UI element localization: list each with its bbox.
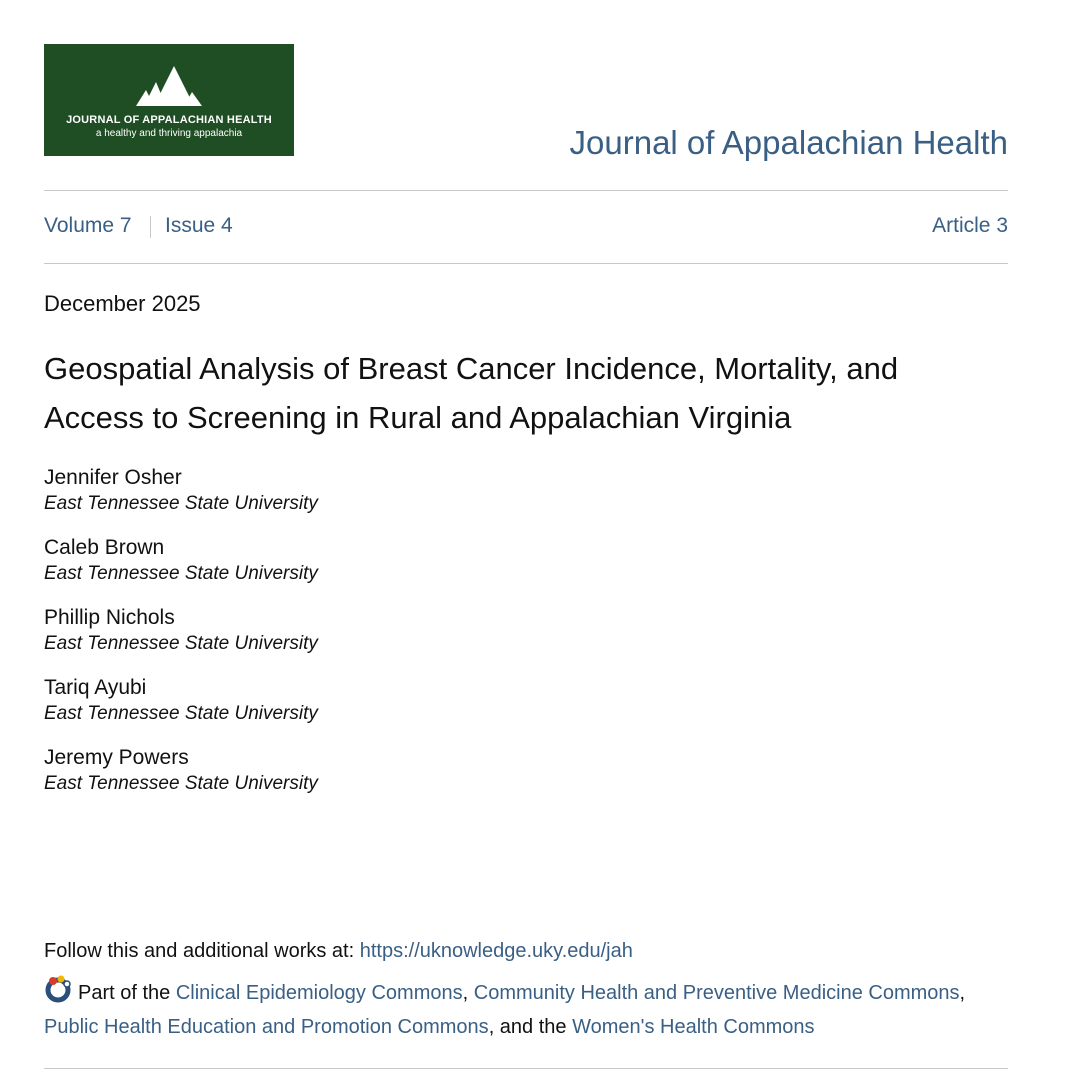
logo-tagline: a healthy and thriving appalachia [95, 128, 243, 139]
meta-separator [150, 216, 151, 238]
author-entry [44, 465, 318, 535]
issue-meta [44, 214, 1008, 244]
journal-logo[interactable] [44, 44, 294, 156]
author-affiliation: East Tennessee State University [44, 703, 318, 724]
logo-name: JOURNAL OF APPALACHIAN HEALTH [66, 114, 272, 126]
volume-link[interactable]: Volume 7 [44, 214, 132, 237]
author-affiliation: East Tennessee State University [44, 563, 318, 584]
author-name: Jennifer Osher [44, 466, 182, 489]
top-divider [44, 190, 1008, 191]
commons-separator: , [959, 982, 966, 1004]
issue-link[interactable]: Issue 4 [165, 214, 233, 237]
article-link[interactable]: Article 3 [932, 214, 1008, 237]
commons-separator: , [462, 982, 474, 1004]
commons-link-public-health-education[interactable]: Public Health Education and Promotion Commons [44, 1016, 489, 1038]
bepress-commons-icon [44, 975, 72, 1003]
author-name: Jeremy Powers [44, 746, 189, 769]
bottom-divider [44, 1068, 1008, 1069]
follow-label: Follow this and additional works at: [44, 940, 360, 962]
author-affiliation: East Tennessee State University [44, 493, 318, 514]
meta-divider [44, 263, 1008, 264]
author-list [44, 465, 318, 815]
author-name: Phillip Nichols [44, 606, 175, 629]
follow-line [44, 940, 633, 963]
commons-link-womens-health[interactable]: Women's Health Commons [572, 1016, 815, 1038]
publication-date: December 2025 [44, 291, 201, 316]
repository-link[interactable]: https://uknowledge.uky.edu/jah [359, 940, 633, 962]
author-affiliation: East Tennessee State University [44, 633, 318, 654]
part-of-prefix: Part of the [78, 982, 176, 1004]
journal-title-link[interactable]: Journal of Appalachian Health [569, 124, 1008, 161]
author-entry [44, 605, 318, 675]
commons-link-community-health[interactable]: Community Health and Preventive Medicine Commons [473, 982, 960, 1004]
author-affiliation: East Tennessee State University [44, 773, 318, 794]
commons-and-the: , and the [488, 1016, 573, 1038]
article-title: Geospatial Analysis of Breast Cancer Incidence, Mortality, and Access to Screening in Rural and Appalachian Virginia [44, 351, 899, 435]
author-entry [44, 675, 318, 745]
author-name: Tariq Ayubi [44, 676, 147, 699]
commons-link-clinical-epidemiology[interactable]: Clinical Epidemiology Commons [175, 982, 463, 1004]
author-entry [44, 535, 318, 605]
author-name: Caleb Brown [44, 536, 165, 559]
mountains-icon [136, 64, 202, 108]
part-of-commons [44, 975, 1024, 1044]
author-entry [44, 745, 318, 815]
